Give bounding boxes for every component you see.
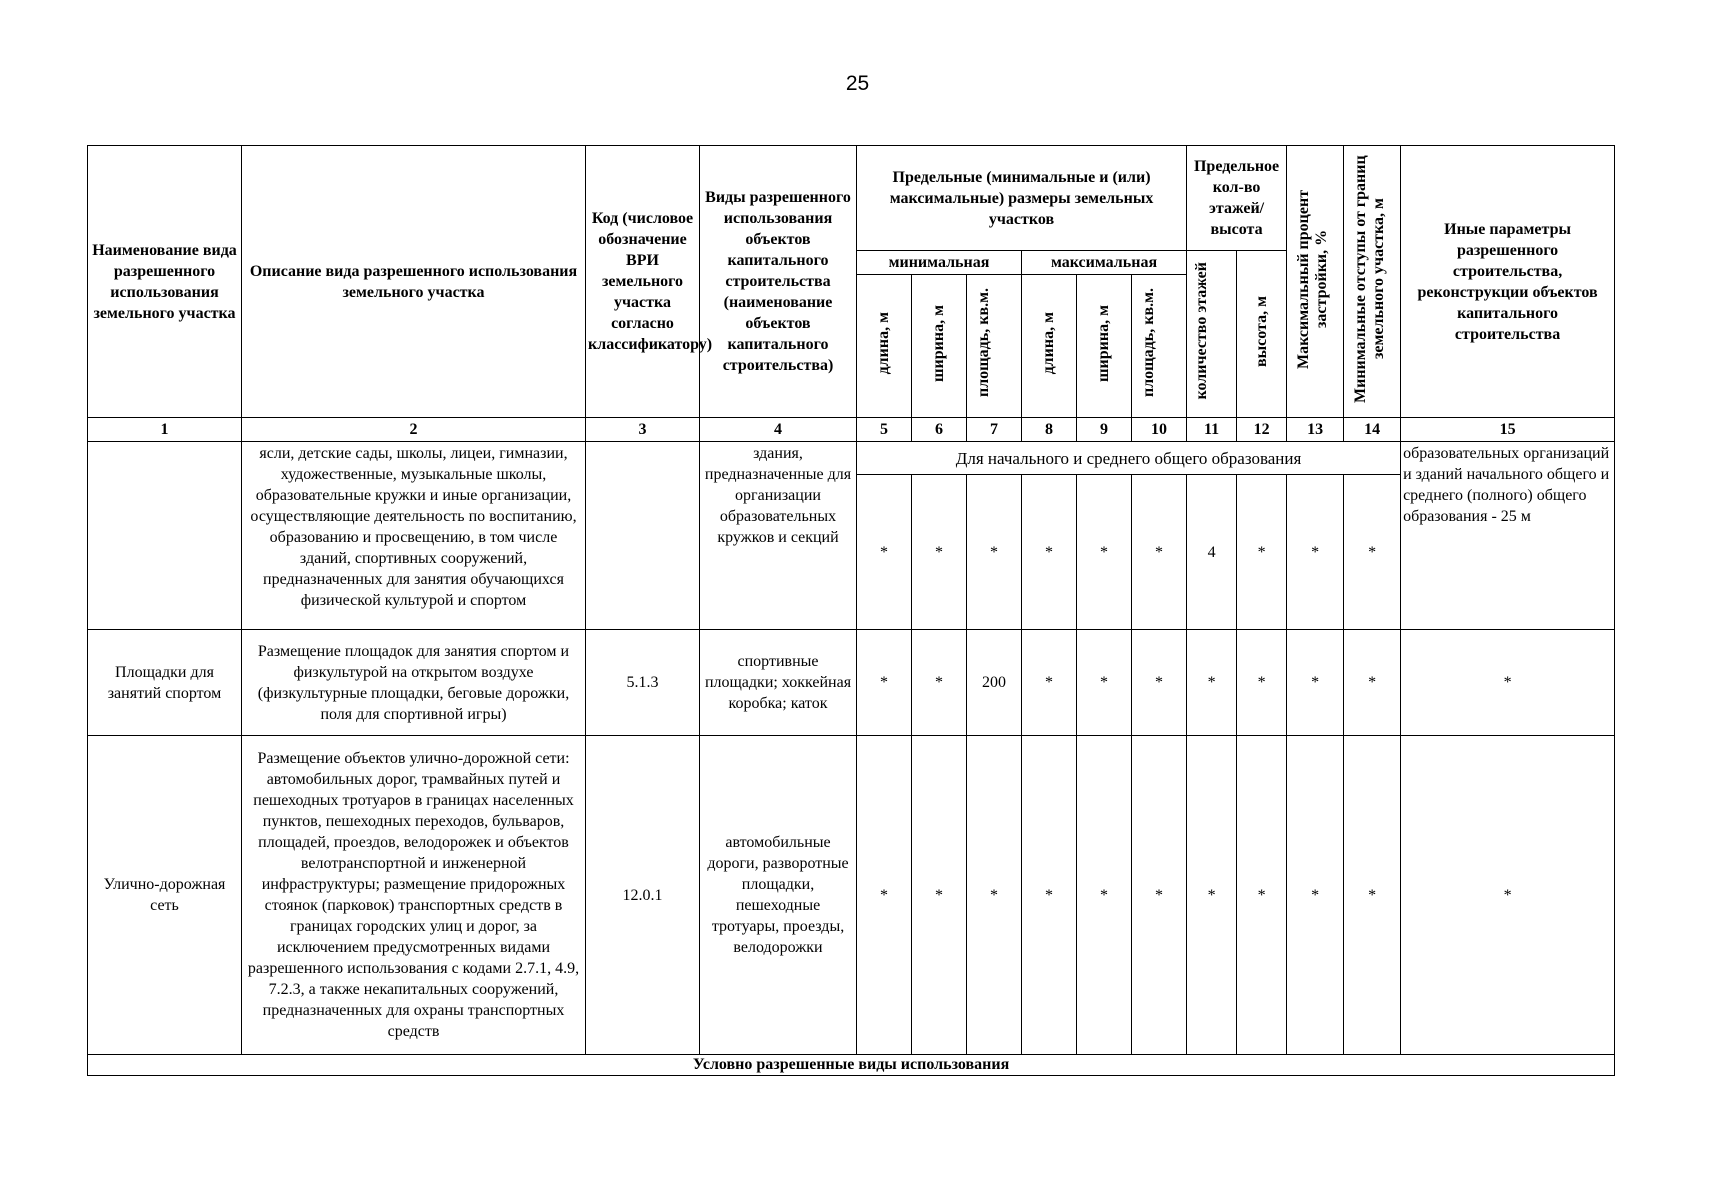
value-cell: * (967, 475, 1022, 630)
column-number: 11 (1187, 418, 1237, 442)
value-cell: * (1344, 475, 1401, 630)
section-row (88, 1055, 1615, 1076)
column-number: 8 (1022, 418, 1077, 442)
value-cell: * (1344, 736, 1401, 1055)
description-cell: Размещение площадок для занятия спортом и физкультурой на открытом воздухе (физкультурные площадки, беговые дорожки, поля для спортивной игры) (242, 630, 586, 736)
value-cell: * (1287, 630, 1344, 736)
code-cell (586, 442, 700, 630)
header-min-area: площадь, кв.м. (967, 275, 1022, 418)
value-cell: * (1237, 736, 1287, 1055)
column-number: 6 (912, 418, 967, 442)
column-number: 15 (1401, 418, 1615, 442)
value-cell: * (1287, 475, 1344, 630)
header-max-area: площадь, кв.м. (1132, 275, 1187, 418)
header-min-length: длина, м (857, 275, 912, 418)
table-row (88, 630, 1615, 736)
column-number: 9 (1077, 418, 1132, 442)
section-title: Условно разрешенные виды использования (88, 1055, 1615, 1076)
page-number: 25 (845, 72, 870, 95)
value-cell: * (1077, 630, 1132, 736)
span-note: Для начального и среднего общего образования (857, 442, 1401, 475)
vri-name-cell: Площадки для занятий спортом (88, 630, 242, 736)
header-min-setbacks: Минимальные отступы от границ земельного участка, м (1344, 146, 1401, 418)
header-max: максимальная (1022, 251, 1187, 275)
column-number: 14 (1344, 418, 1401, 442)
value-cell: * (912, 736, 967, 1055)
value-cell: * (967, 736, 1022, 1055)
value-cell: * (1344, 630, 1401, 736)
value-cell: * (1187, 736, 1237, 1055)
header-max-build-percent: Максимальный процент застройки, % (1287, 146, 1344, 418)
header-max-width: ширина, м (1077, 275, 1132, 418)
objects-cell: спортивные площадки; хоккейная коробка; каток (700, 630, 857, 736)
value-cell: * (857, 630, 912, 736)
header-oks-types: Виды разрешенного использования объектов капитального строительства (наименование объектов капитального строительства) (700, 146, 857, 418)
code-cell: 12.0.1 (586, 736, 700, 1055)
value-cell: * (1132, 630, 1187, 736)
value-cell: * (857, 475, 912, 630)
value-cell: * (1022, 736, 1077, 1055)
other-params-cell: * (1401, 630, 1615, 736)
value-cell: * (912, 630, 967, 736)
value-cell: * (1132, 736, 1187, 1055)
description-cell: Размещение объектов улично-дорожной сети: автомобильных дорог, трамвайных путей и пешеходных тротуаров в границах населенных пунктов, пешеходных переходов, бульваров, площадей, проездов, велодорожек и объектов велотранспортной и инженерной инфраструктуры; размещение придорожных стоянок (парковок) транспортных средств в границах городских улиц и дорог, за исключением предусмотренных видами разрешенного использования с кодами 2.7.1, 4.9, 7.2.3, а также некапитальных сооружений, предназначенных для охраны транспортных средств (242, 736, 586, 1055)
header-min: минимальная (857, 251, 1022, 275)
value-cell: * (1237, 475, 1287, 630)
vri-name-cell (88, 442, 242, 630)
vri-name-cell: Улично-дорожная сеть (88, 736, 242, 1055)
header-vri-name: Наименование вида разрешенного использования земельного участка (88, 146, 242, 418)
column-number: 1 (88, 418, 242, 442)
column-number: 4 (700, 418, 857, 442)
other-params-cell: * (1401, 736, 1615, 1055)
value-cell: * (1237, 630, 1287, 736)
header-height: высота, м (1237, 251, 1287, 418)
header-min-width: ширина, м (912, 275, 967, 418)
value-cell: * (912, 475, 967, 630)
value-cell: * (1022, 630, 1077, 736)
column-number: 12 (1237, 418, 1287, 442)
objects-cell: здания, предназначенные для организации образовательных кружков и секций (700, 442, 857, 630)
header-floors-height: Предельное кол-во этажей/ высота (1187, 146, 1287, 251)
value-cell: * (1187, 630, 1237, 736)
description-cell: ясли, детские сады, школы, лицеи, гимназии, художественные, музыкальные школы, образовательные кружки и иные организации, осуществляющие деятельность по воспитанию, образованию и просвещению, в том числе зданий, спортивных сооружений, предназначенных для занятия обучающихся физической культурой и спортом (242, 442, 586, 630)
header-land-sizes: Предельные (минимальные и (или) максимальные) размеры земельных участков (857, 146, 1187, 251)
regulations-table (87, 145, 1615, 1076)
header-other-params: Иные параметры разрешенного строительства, реконструкции объектов капитального строительства (1401, 146, 1615, 418)
value-cell: * (1132, 475, 1187, 630)
value-cell: * (1287, 736, 1344, 1055)
column-number: 13 (1287, 418, 1344, 442)
header-description: Описание вида разрешенного использования земельного участка (242, 146, 586, 418)
code-cell: 5.1.3 (586, 630, 700, 736)
header-code: Код (числовое обозначение ВРИ земельного участка согласно классификатору) (586, 146, 700, 418)
table-row (88, 736, 1615, 1055)
other-params-cell: образовательных организаций и зданий начального общего и среднего (полного) общего образования - 25 м (1401, 442, 1615, 630)
column-numbers-row (88, 418, 1615, 442)
objects-cell: автомобильные дороги, разворотные площадки, пешеходные тротуары, проезды, велодорожки (700, 736, 857, 1055)
column-number: 3 (586, 418, 700, 442)
header-floors-count: количество этажей (1187, 251, 1237, 418)
column-number: 5 (857, 418, 912, 442)
value-cell: * (857, 736, 912, 1055)
header-max-length: длина, м (1022, 275, 1077, 418)
value-cell: * (1022, 475, 1077, 630)
value-cell: * (1077, 475, 1132, 630)
column-number: 2 (242, 418, 586, 442)
value-cell: 4 (1187, 475, 1237, 630)
column-number: 10 (1132, 418, 1187, 442)
table-row (88, 442, 1615, 475)
column-number: 7 (967, 418, 1022, 442)
value-cell: 200 (967, 630, 1022, 736)
value-cell: * (1077, 736, 1132, 1055)
